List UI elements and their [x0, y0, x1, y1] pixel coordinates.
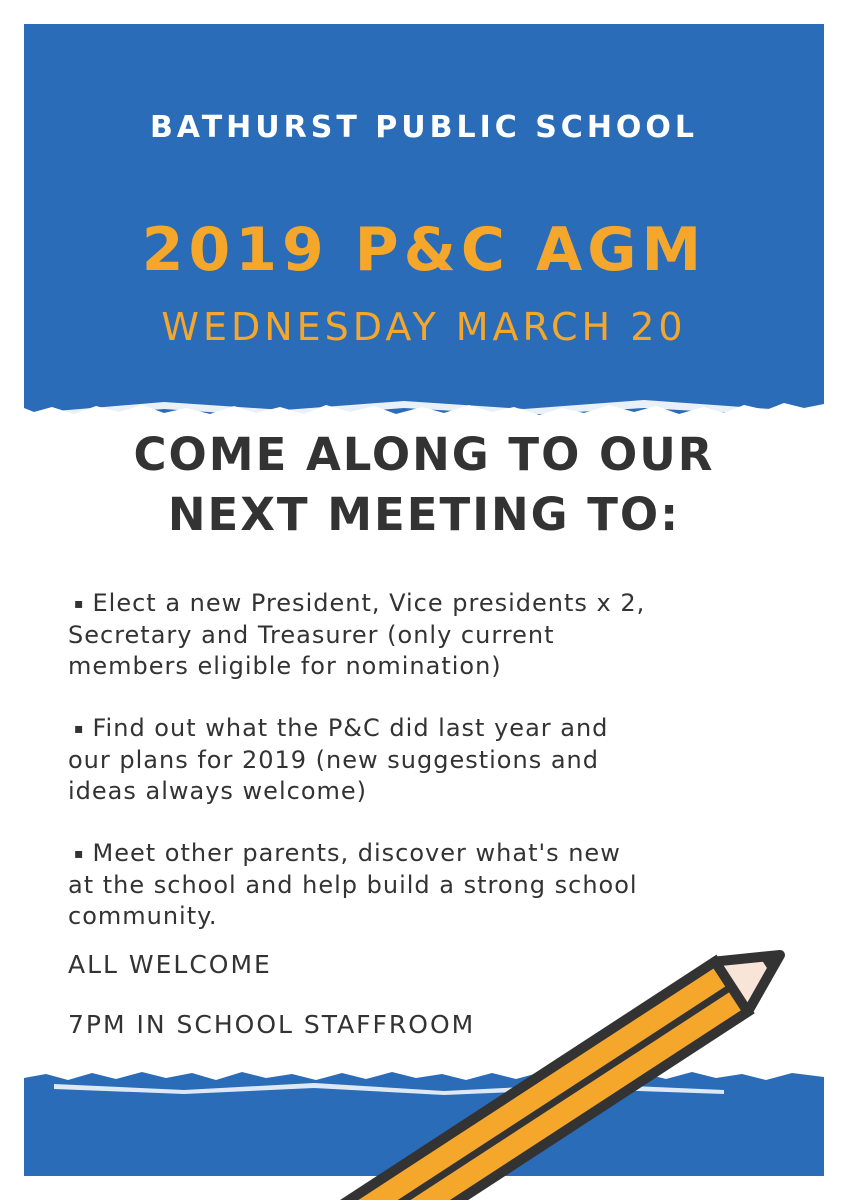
- event-date: WEDNESDAY MARCH 20: [161, 305, 687, 349]
- agenda-item-text: our plans for 2019 (new suggestions and: [68, 746, 599, 774]
- bullet-icon: ▪: [74, 846, 85, 862]
- main-heading-line-2: NEXT MEETING TO:: [167, 488, 681, 541]
- agenda-item-text: members eligible for nomination): [68, 652, 502, 680]
- time-and-place: 7PM IN SCHOOL STAFFROOM: [68, 1010, 476, 1039]
- agenda-item-text: community.: [68, 902, 218, 930]
- main-heading-line-1: COME ALONG TO OUR: [133, 428, 715, 481]
- bullet-icon: ▪: [74, 721, 85, 737]
- agenda-item-text: Secretary and Treasurer (only current: [68, 621, 555, 649]
- agenda-item-text: at the school and help build a strong school: [68, 871, 638, 899]
- pencil-body: [279, 962, 747, 1200]
- school-name: BATHURST PUBLIC SCHOOL: [149, 110, 699, 145]
- agenda-item-text: ideas always welcome): [68, 777, 368, 805]
- agenda-item-text: Meet other parents, discover what's new: [92, 839, 621, 867]
- agenda-item-text: Find out what the P&C did last year and: [92, 714, 609, 742]
- bullet-icon: ▪: [74, 596, 85, 612]
- agenda-item-text: Elect a new President, Vice presidents x 2,: [92, 589, 646, 617]
- event-title: 2019 P&C AGM: [141, 215, 707, 285]
- all-welcome: ALL WELCOME: [68, 950, 272, 979]
